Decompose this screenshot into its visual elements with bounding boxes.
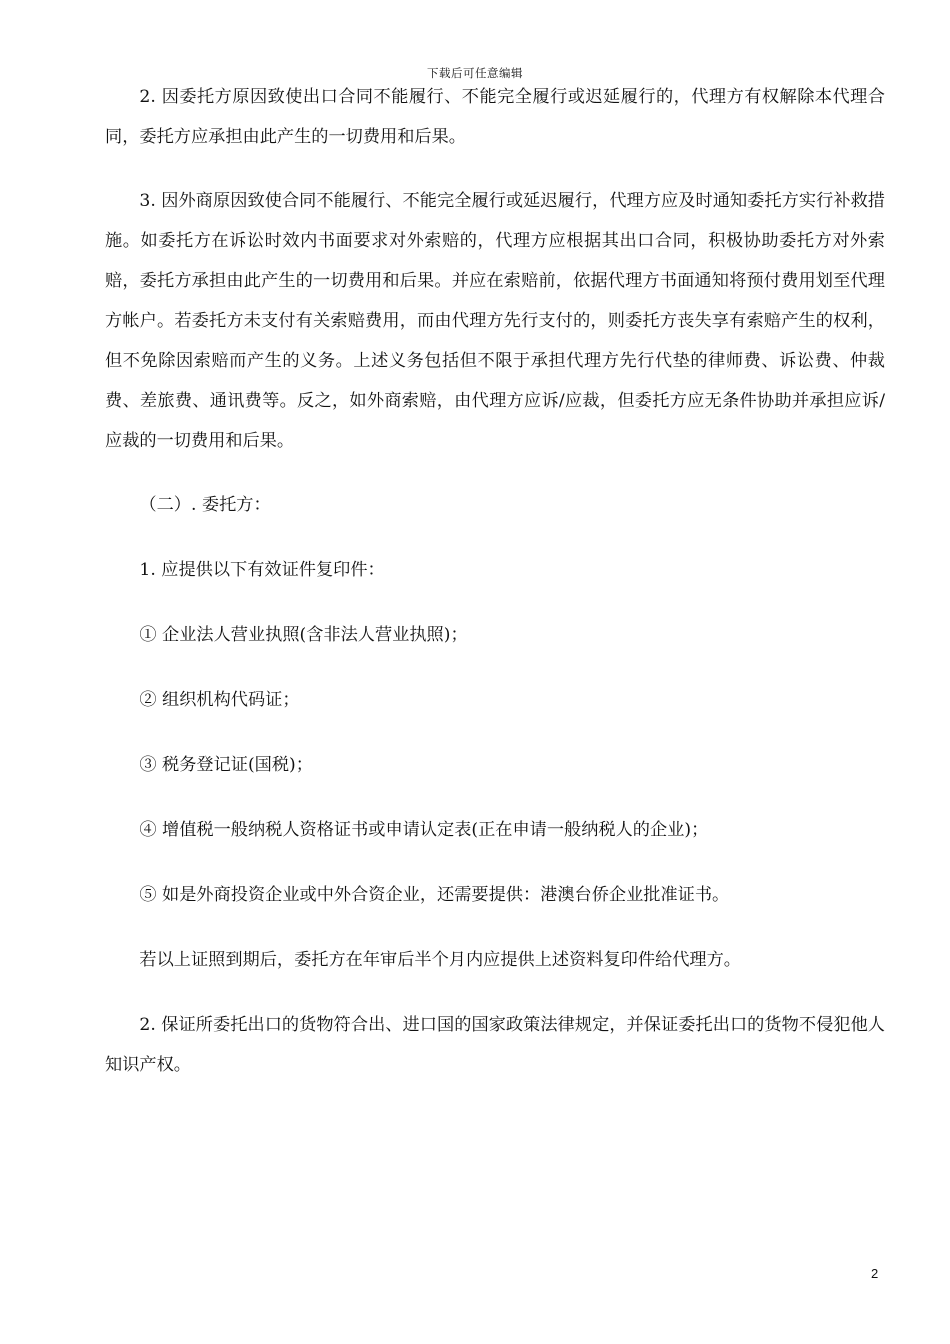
paragraph-goods-compliance: 2. 保证所委托出口的货物符合出、进口国的国家政策法律规定，并保证委托出口的货物不侵犯他人知识产权。 bbox=[105, 1015, 885, 1075]
paragraph-documents-required: 1. 应提供以下有效证件复印件： bbox=[139, 560, 385, 580]
list-item-organization-code: ② 组织机构代码证； bbox=[139, 690, 300, 710]
document-body bbox=[105, 77, 885, 1085]
list-item-vat-certificate: ④ 增值税一般纳税人资格证书或申请认定表(正在申请一般纳税人的企业)； bbox=[139, 820, 709, 840]
paragraph-renewal-note: 若以上证照到期后，委托方在年审后半个月内应提供上述资料复印件给代理方。 bbox=[139, 950, 741, 970]
list-item-business-license: ① 企业法人营业执照(含非法人营业执照)； bbox=[139, 625, 468, 645]
list-item-foreign-investment: ⑤ 如是外商投资企业或中外合资企业，还需要提供：港澳台侨企业批准证书。 bbox=[139, 885, 730, 905]
page-number: 2 bbox=[871, 1266, 879, 1281]
section-heading-principal: （二）. 委托方： bbox=[139, 495, 271, 515]
header-note: 下载后可任意编辑 bbox=[427, 66, 523, 80]
list-item-tax-registration: ③ 税务登记证(国税)； bbox=[139, 755, 313, 775]
paragraph-clause-3: 3. 因外商原因致使合同不能履行、不能完全履行或延迟履行，代理方应及时通知委托方实行补救措施。如委托方在诉讼时效内书面要求对外索赔的，代理方应根据其出口合同，积极协助委托方对外索赔，委托方承担由此产生的一切费用和后果。并应在索赔前，依据代理方书面通知将预付费用划至代理方帐户。若委托方未支付有关索赔费用，而由代理方先行支付的，则委托方丧失享有索赔产生的权利，但不免除因索赔而产生的义务。上述义务包括但不限于承担代理方先行代垫的律师费、诉讼费、仲裁费、差旅费、通讯费等。反之，如外商索赔，由代理方应诉/应裁，但委托方应无条件协助并承担应诉/应裁的一切费用和后果。 bbox=[105, 191, 885, 451]
paragraph-clause-2: 2. 因委托方原因致使出口合同不能履行、不能完全履行或迟延履行的，代理方有权解除本代理合同，委托方应承担由此产生的一切费用和后果。 bbox=[105, 87, 885, 147]
